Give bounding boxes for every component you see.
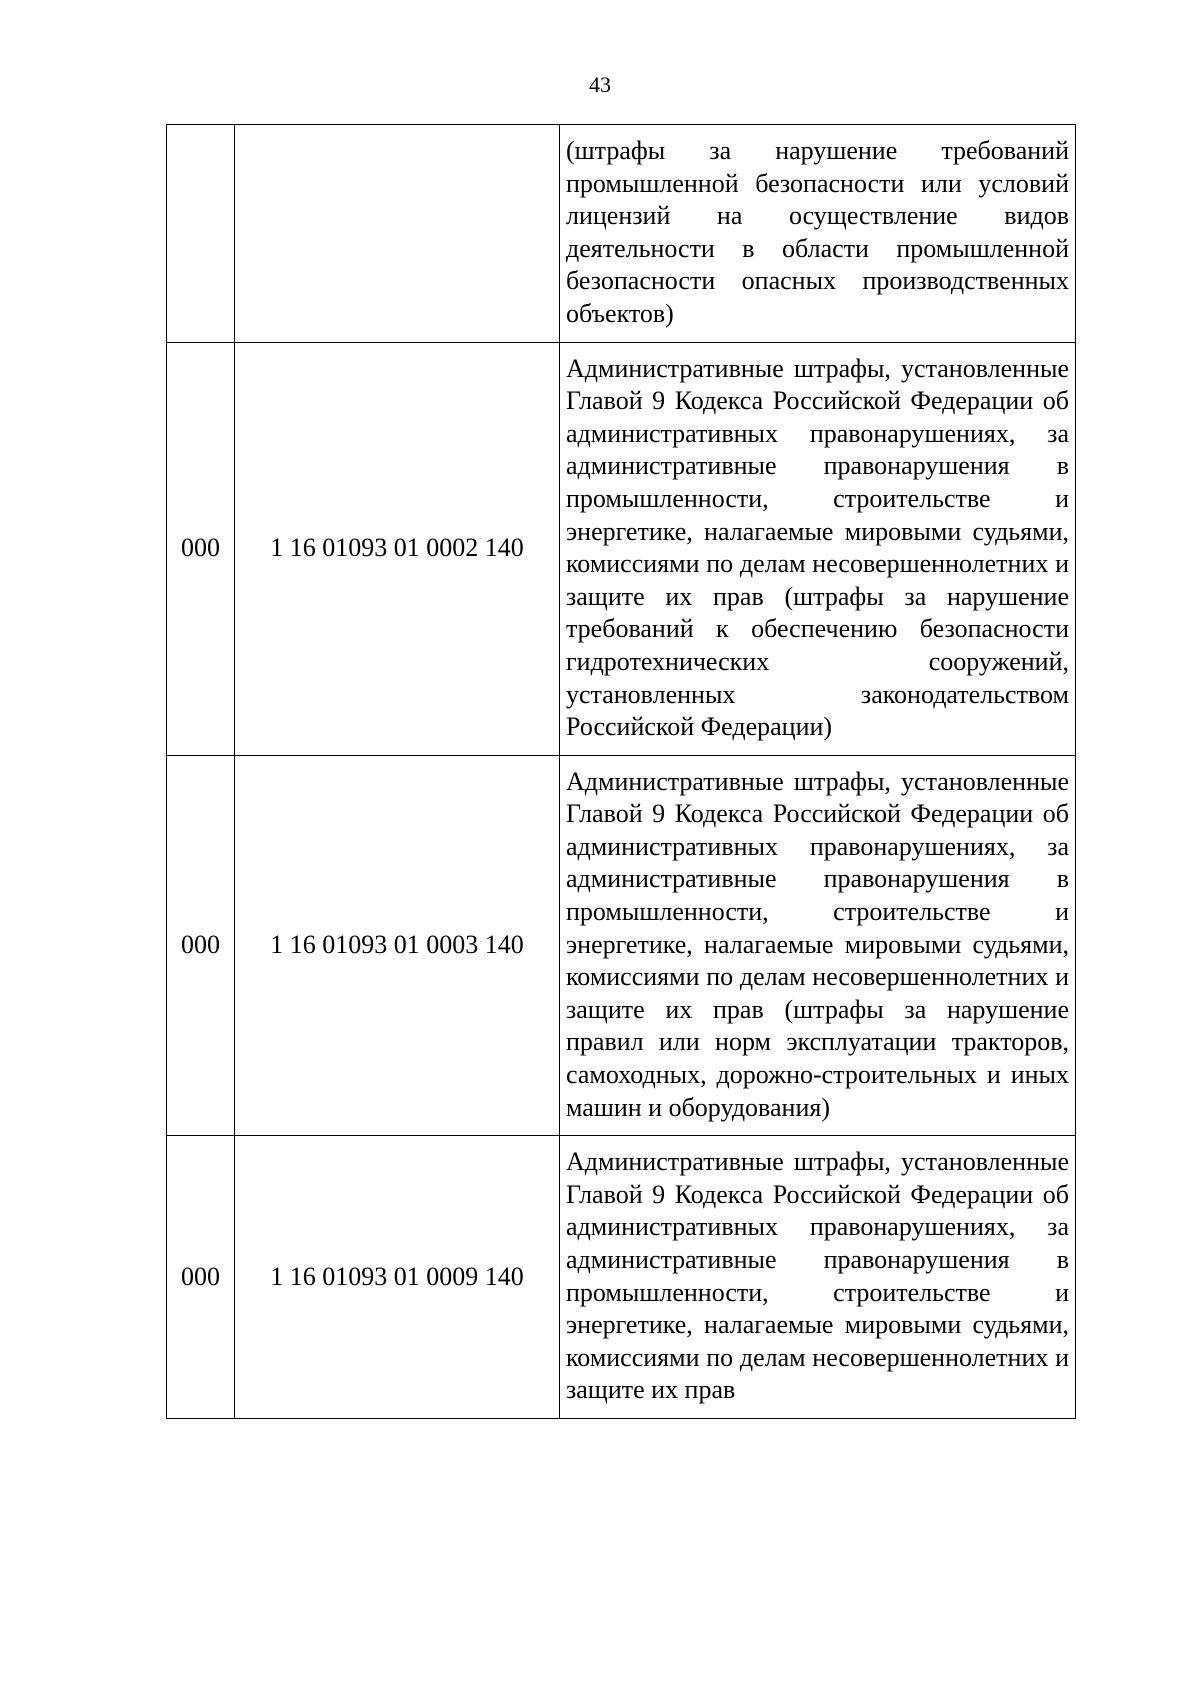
budget-code-cell: 1 16 01093 01 0009 140 [235, 1136, 560, 1419]
description-cell: (штрафы за нарушение требований промышленной безопасности или условий лицензий на осуществление видов деятельности в области промышленной безопасности опасных производственных объектов) [560, 125, 1076, 343]
admin-code-cell: 000 [167, 755, 235, 1136]
description-cell: Административные штрафы, установленные Главой 9 Кодекса Российской Федерации об административных правонарушениях, за административные правонарушения в промышленности, строительстве и энергетике, налагаемые мировыми судьями, комиссиями по делам несовершеннолетних и защите их прав (штрафы за нарушение требований к обеспечению безопасности гидротехнических сооружений, установленных законодательством Российской Федерации) [560, 342, 1076, 755]
budget-code-cell [235, 125, 560, 343]
admin-code-cell: 000 [167, 342, 235, 755]
table-row [167, 1136, 1076, 1419]
page-number: 43 [589, 72, 611, 97]
admin-code-cell: 000 [167, 1136, 235, 1419]
description-cell: Административные штрафы, установленные Главой 9 Кодекса Российской Федерации об административных правонарушениях, за административные правонарушения в промышленности, строительстве и энергетике, налагаемые мировыми судьями, комиссиями по делам несовершеннолетних и защите их прав (штрафы за нарушение правил или норм эксплуатации тракторов, самоходных, дорожно-строительных и иных машин и оборудования) [560, 755, 1076, 1136]
table-row [167, 125, 1076, 343]
table-row [167, 755, 1076, 1136]
revenue-codes-table [166, 124, 1076, 1419]
budget-code-cell: 1 16 01093 01 0003 140 [235, 755, 560, 1136]
table-row [167, 342, 1076, 755]
admin-code-cell [167, 125, 235, 343]
budget-code-cell: 1 16 01093 01 0002 140 [235, 342, 560, 755]
description-cell: Административные штрафы, установленные Главой 9 Кодекса Российской Федерации об административных правонарушениях, за административные правонарушения в промышленности, строительстве и энергетике, налагаемые мировыми судьями, комиссиями по делам несовершеннолетних и защите их прав [560, 1136, 1076, 1419]
